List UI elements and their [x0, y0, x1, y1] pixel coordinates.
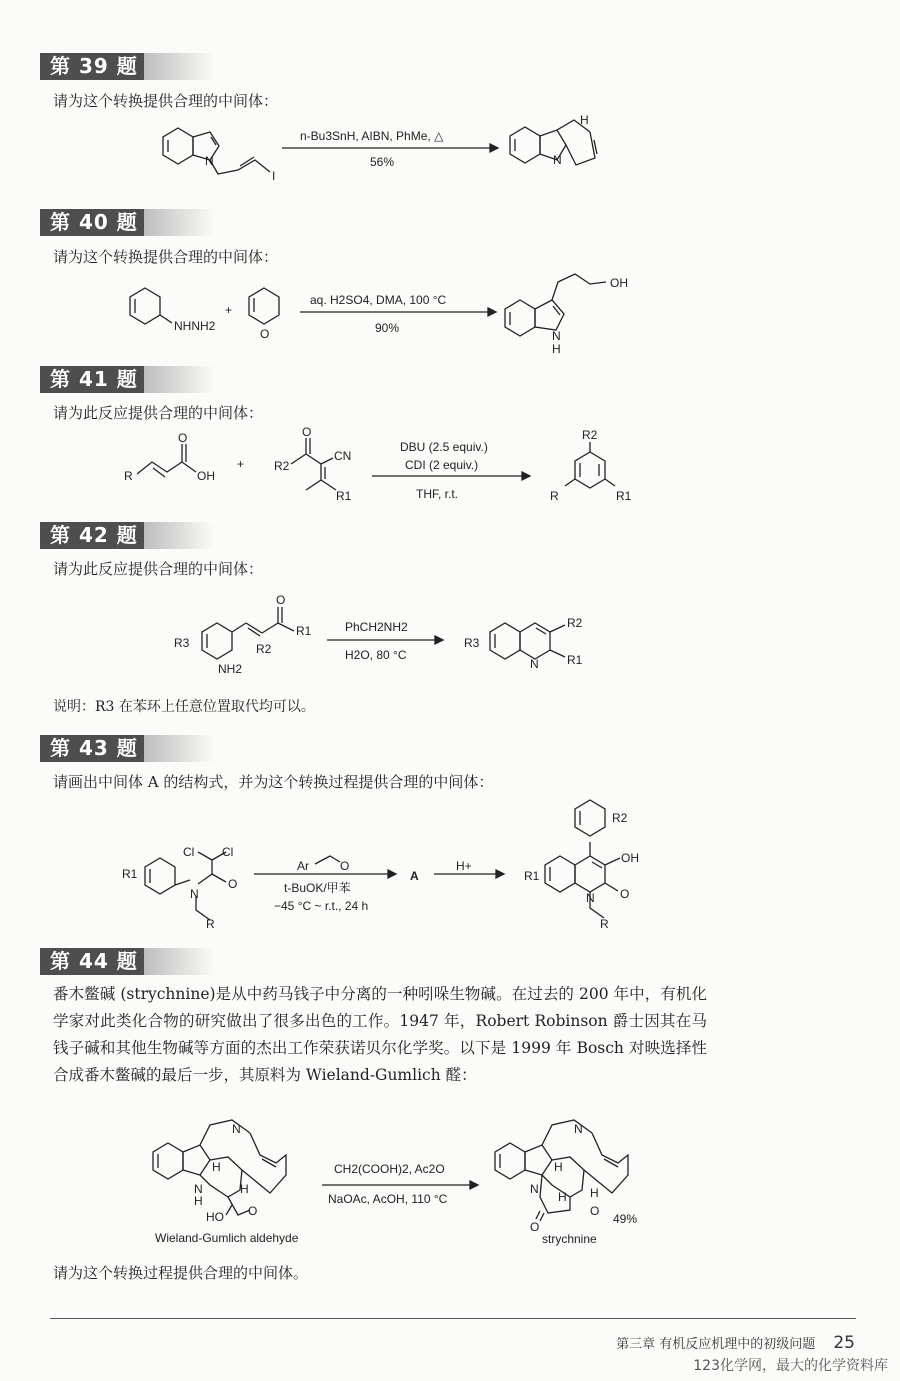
product-r1-label: R1 [567, 653, 583, 667]
conditions-44-solvent: NaOAc, AcOH, 110 °C [328, 1192, 448, 1206]
product-h-atom: H [580, 113, 589, 127]
problem-43-scheme [0, 790, 900, 940]
product-oh-label: OH [621, 851, 639, 865]
aldehyde-o-atom: O [340, 859, 350, 873]
problem-41-heading: 第 41 题 [40, 366, 144, 393]
problem-39-heading: 第 39 题 [40, 53, 144, 80]
product-n-atom: N [574, 1122, 583, 1136]
conditions-42-amine: PhCH2NH2 [345, 620, 408, 634]
start-ho-label: HO [206, 1210, 224, 1224]
problem-40-prompt: 请为这个转换提供合理的中间体： [53, 248, 279, 266]
problem-42-scheme [0, 585, 900, 685]
conditions-41-solvent: THF, r.t. [416, 487, 458, 501]
chloride-2: Cl [222, 845, 234, 859]
problem-42-prompt: 请为此反应提供合理的中间体： [53, 560, 264, 578]
product-n-atom-2: N [530, 1182, 539, 1196]
quinoline-n-atom: N [530, 657, 539, 671]
reactant-r1-label: R1 [122, 867, 138, 881]
problem-41-prompt: 请为此反应提供合理的中间体： [53, 404, 264, 422]
product-compound-label: strychnine [542, 1232, 597, 1246]
product-n-atom: N [553, 153, 562, 167]
product-r3-label: R3 [464, 636, 480, 650]
enone-o-atom: O [276, 593, 286, 607]
quinolinone-n-atom: N [586, 891, 595, 905]
ketone-r2-label: R2 [274, 459, 290, 473]
problem-42-note: 说明：R3 在苯环上任意位置取代均可以。 [53, 699, 315, 715]
acid-oh-label: OH [197, 469, 215, 483]
iodide-atom: I [272, 169, 276, 183]
plus-sign: + [225, 303, 233, 317]
start-nh-atom: N [194, 1182, 203, 1196]
problem-40-heading: 第 40 题 [40, 209, 144, 236]
watermark: 123化学网，最大的化学资料库 [693, 1358, 888, 1374]
problem-44-paragraph: 番木鳖碱 (strychnine)是从中药马钱子中分离的一种吲哚生物碱。在过去的 200 年中，有机化学家对此类化合物的研究做出了很多出色的工作。1947 年，Robert Robinson 爵士因其在马钱子碱和其他生物碱等方面的杰出工作荣获诺贝尔化学奖。以下是 1999 年 Bosch 对映选择性合成番木鳖碱的最后一步，其原料为 Wieland-Gumlich 醛： [53, 985, 707, 1084]
product-r-label: R [600, 917, 609, 931]
product-h-atom-3: H [590, 1186, 599, 1200]
hydroxyl-label: OH [610, 276, 628, 290]
conditions-43-base: t-BuOK/甲苯 [284, 881, 351, 895]
enone-r2-label: R2 [256, 642, 272, 656]
product-r1-label: R1 [616, 489, 632, 503]
product-ether-o: O [590, 1204, 600, 1218]
start-compound-label: Wieland-Gumlich aldehyde [155, 1231, 299, 1245]
conditions-44-reagents: CH2(COOH)2, Ac2O [334, 1162, 445, 1176]
problem-43-heading: 第 43 题 [40, 735, 144, 762]
quinolinone-o-atom: O [620, 887, 630, 901]
conditions-39-reagents: n-Bu3SnH, AIBN, PhMe, △ [300, 129, 444, 143]
conditions-43-acid: H+ [456, 859, 472, 873]
alkene-r1-label: R1 [336, 489, 352, 503]
reactant-r-label: R [124, 469, 133, 483]
yield-44: 49% [613, 1212, 638, 1226]
indole-h-atom: H [552, 342, 561, 356]
indole-n-atom: N [205, 154, 214, 168]
start-h-atom-2: H [240, 1182, 249, 1196]
product-h-atom-2: H [558, 1190, 567, 1204]
dihydropyran-o-atom: O [260, 327, 270, 341]
product-r-label: R [550, 489, 559, 503]
product-r2-label: R2 [612, 811, 628, 825]
conditions-40-yield: 90% [375, 321, 400, 335]
problem-44-heading: 第 44 题 [40, 948, 144, 975]
amide-o-atom: O [228, 877, 238, 891]
chapter-title: 第三章 有机反应机理中的初级问题 [616, 1337, 816, 1352]
reactant-r-label: R [206, 917, 215, 931]
reactant-r3-label: R3 [174, 636, 190, 650]
chloride-1: Cl [183, 845, 195, 859]
indole-nh-atom: N [552, 329, 561, 343]
conditions-43-temp: −45 °C ~ r.t., 24 h [274, 899, 369, 913]
page-footer [616, 1333, 855, 1353]
enone-r1-label: R1 [296, 624, 312, 638]
problem-40-scheme [0, 268, 900, 358]
conditions-41-cdi: CDI (2 equiv.) [405, 458, 479, 472]
problem-44-prompt: 请为这个转换过程提供合理的中间体。 [53, 1264, 309, 1282]
acid-o-atom: O [178, 431, 188, 445]
product-carbonyl-o: O [530, 1220, 540, 1234]
aldehyde-ar-label: Ar [297, 859, 309, 873]
problem-39-scheme [0, 110, 900, 200]
aniline-nh2-label: NH2 [218, 662, 243, 676]
nitrile-label: CN [334, 449, 352, 463]
start-h-atom-1: H [212, 1160, 221, 1174]
start-o-atom: O [248, 1204, 258, 1218]
problem-39-prompt: 请为这个转换提供合理的中间体： [53, 92, 279, 110]
conditions-41-dbu: DBU (2.5 equiv.) [400, 440, 488, 454]
footer-divider [50, 1318, 856, 1319]
hydrazine-label: NHNH2 [174, 319, 216, 333]
conditions-42-solvent: H2O, 80 °C [345, 648, 407, 662]
plus-sign: + [237, 457, 245, 471]
amide-n-atom: N [190, 887, 199, 901]
conditions-39-yield: 56% [370, 155, 395, 169]
intermediate-a-label: A [410, 869, 419, 883]
problem-44-scheme [0, 1115, 900, 1255]
start-n-atom: N [232, 1122, 241, 1136]
product-r1-label: R1 [524, 869, 540, 883]
page-number: 25 [833, 1333, 855, 1353]
product-r2-label: R2 [582, 428, 598, 442]
product-h-atom-1: H [554, 1160, 563, 1174]
problem-41-scheme [0, 422, 900, 522]
problem-42-heading: 第 42 题 [40, 522, 144, 549]
ketone-o-atom: O [302, 425, 312, 439]
problem-43-prompt: 请画出中间体 A 的结构式，并为这个转换过程提供合理的中间体： [53, 773, 494, 791]
conditions-40-reagents: aq. H2SO4, DMA, 100 °C [310, 293, 447, 307]
product-r2-label: R2 [567, 616, 583, 630]
start-nh-h-atom: H [194, 1194, 203, 1208]
